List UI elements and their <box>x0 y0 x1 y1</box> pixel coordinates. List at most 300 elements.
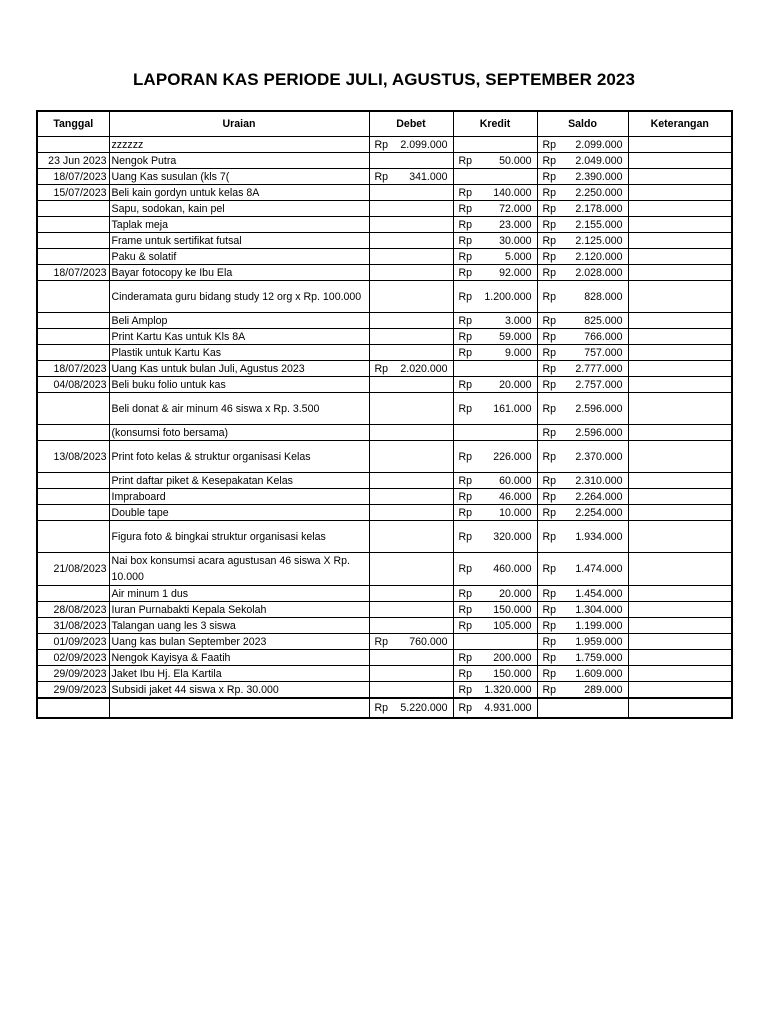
table-row <box>37 393 732 425</box>
table-row <box>37 249 732 265</box>
debit-cell <box>369 666 453 682</box>
date-cell <box>37 489 109 505</box>
notes-cell <box>628 345 732 361</box>
credit-cell <box>453 393 537 425</box>
table-row <box>37 618 732 634</box>
balance-cell-amount: 2.125.000 <box>575 234 623 247</box>
credit-cell-amount: 20.000 <box>499 378 532 391</box>
description-cell: Uang Kas untuk bulan Juli, Agustus 2023 <box>109 361 369 377</box>
balance-cell-amount: 2.757.000 <box>575 378 623 391</box>
credit-cell-amount: 140.000 <box>493 186 532 199</box>
notes-cell <box>628 666 732 682</box>
balance-cell <box>537 345 628 361</box>
notes-cell <box>628 425 732 441</box>
cash-ledger-table <box>36 110 733 719</box>
balance-cell <box>537 602 628 618</box>
date-cell <box>37 249 109 265</box>
balance-cell-amount: 2.777.000 <box>575 362 623 375</box>
description-cell: Nai box konsumsi acara agustusan 46 siswa X Rp. 10.000 <box>109 553 369 586</box>
credit-cell <box>453 618 537 634</box>
credit-cell-amount: 460.000 <box>493 563 532 575</box>
credit-cell-value <box>456 683 535 697</box>
table-row <box>37 473 732 489</box>
description-cell: Beli donat & air minum 46 siswa x Rp. 3.500 <box>109 393 369 425</box>
totals-balance-cell <box>537 698 628 718</box>
balance-cell-amount: 825.000 <box>584 314 623 327</box>
balance-cell-amount: 289.000 <box>584 683 623 696</box>
table-row <box>37 634 732 650</box>
balance-cell <box>537 249 628 265</box>
credit-cell-value <box>456 154 535 168</box>
currency-label: Rp <box>542 314 557 327</box>
description-cell: Jaket Ibu Hj. Ela Kartila <box>109 666 369 682</box>
table-row <box>37 489 732 505</box>
table-row <box>37 441 732 473</box>
debit-cell <box>369 249 453 265</box>
description-cell: Nengok Kayisya & Faatih <box>109 650 369 666</box>
currency-label: Rp <box>458 619 473 632</box>
credit-cell <box>453 377 537 393</box>
description-cell: Uang kas bulan September 2023 <box>109 634 369 650</box>
debit-cell <box>369 602 453 618</box>
debit-cell <box>369 521 453 553</box>
date-cell <box>37 281 109 313</box>
credit-cell <box>453 441 537 473</box>
balance-cell-value <box>540 683 626 697</box>
currency-label: Rp <box>542 563 557 575</box>
currency-label: Rp <box>458 314 473 327</box>
credit-cell-amount: 50.000 <box>499 154 532 167</box>
description-cell: Nengok Putra <box>109 153 369 169</box>
currency-label: Rp <box>458 186 473 199</box>
credit-cell-amount: 150.000 <box>493 667 532 680</box>
credit-cell <box>453 265 537 281</box>
date-cell <box>37 329 109 345</box>
balance-cell-amount: 2.310.000 <box>575 474 623 487</box>
credit-cell-amount: 200.000 <box>493 651 532 664</box>
balance-cell <box>537 634 628 650</box>
credit-cell-amount: 320.000 <box>493 530 532 543</box>
notes-cell <box>628 650 732 666</box>
notes-cell <box>628 153 732 169</box>
currency-label: Rp <box>458 450 473 463</box>
balance-cell <box>537 505 628 521</box>
date-cell <box>37 586 109 602</box>
currency-label: Rp <box>458 202 473 215</box>
credit-cell-amount: 10.000 <box>499 506 532 519</box>
balance-cell <box>537 377 628 393</box>
balance-cell-amount: 2.028.000 <box>575 266 623 279</box>
credit-cell-value <box>456 186 535 200</box>
notes-cell <box>628 137 732 153</box>
balance-cell-value <box>540 250 626 264</box>
table-row <box>37 233 732 249</box>
balance-cell-amount: 1.454.000 <box>575 587 623 600</box>
currency-label: Rp <box>458 330 473 343</box>
balance-cell-amount: 1.474.000 <box>575 563 623 575</box>
table-row <box>37 137 732 153</box>
balance-cell-value <box>540 426 626 440</box>
table-row <box>37 217 732 233</box>
credit-cell-value <box>456 619 535 633</box>
debit-cell <box>369 345 453 361</box>
currency-label: Rp <box>458 683 473 696</box>
debit-cell <box>369 153 453 169</box>
balance-cell-amount: 2.370.000 <box>575 450 623 463</box>
currency-label: Rp <box>458 651 473 664</box>
credit-cell <box>453 169 537 185</box>
credit-cell-amount: 150.000 <box>493 603 532 616</box>
balance-cell-value <box>540 667 626 681</box>
description-cell: Figura foto & bingkai struktur organisasi kelas <box>109 521 369 553</box>
balance-cell <box>537 682 628 699</box>
balance-cell-value <box>540 170 626 184</box>
credit-cell-value <box>456 202 535 216</box>
table-row <box>37 586 732 602</box>
debit-cell <box>369 361 453 377</box>
notes-cell <box>628 313 732 329</box>
debit-cell <box>369 265 453 281</box>
credit-cell-value <box>456 266 535 280</box>
debit-cell <box>369 441 453 473</box>
credit-cell-value <box>456 250 535 264</box>
debit-cell <box>369 201 453 217</box>
balance-cell-value <box>540 154 626 168</box>
totals-description-cell <box>109 698 369 718</box>
balance-cell <box>537 618 628 634</box>
debit-cell <box>369 217 453 233</box>
credit-cell-amount: 30.000 <box>499 234 532 247</box>
credit-cell <box>453 137 537 153</box>
balance-cell-amount: 2.099.000 <box>575 138 623 151</box>
balance-cell <box>537 185 628 201</box>
currency-label: Rp <box>458 667 473 680</box>
date-cell <box>37 201 109 217</box>
credit-cell <box>453 361 537 377</box>
currency-label: Rp <box>542 619 557 632</box>
table-row <box>37 553 732 586</box>
debit-cell <box>369 586 453 602</box>
credit-cell-amount: 226.000 <box>493 450 532 463</box>
currency-label: Rp <box>542 683 557 696</box>
currency-label: Rp <box>542 362 557 375</box>
currency-label: Rp <box>542 266 557 279</box>
debit-cell <box>369 137 453 153</box>
notes-cell <box>628 393 732 425</box>
total-credit-value <box>456 701 535 715</box>
description-cell: Paku & solatif <box>109 249 369 265</box>
description-cell: Impraboard <box>109 489 369 505</box>
date-cell <box>37 137 109 153</box>
balance-cell <box>537 489 628 505</box>
currency-label: Rp <box>542 603 557 616</box>
balance-cell-amount: 2.049.000 <box>575 154 623 167</box>
credit-cell-value <box>456 450 535 464</box>
currency-label: Rp <box>542 474 557 487</box>
currency-label: Rp <box>458 154 473 167</box>
debit-cell <box>369 634 453 650</box>
balance-cell <box>537 329 628 345</box>
notes-cell <box>628 169 732 185</box>
credit-cell-amount: 92.000 <box>499 266 532 279</box>
currency-label: Rp <box>458 490 473 503</box>
balance-cell <box>537 265 628 281</box>
currency-label: Rp <box>458 563 473 575</box>
currency-label: Rp <box>374 702 389 714</box>
currency-label: Rp <box>542 587 557 600</box>
description-cell: zzzzzz <box>109 137 369 153</box>
currency-label: Rp <box>458 587 473 600</box>
header-debit: Debet <box>369 111 453 137</box>
table-row <box>37 682 732 699</box>
totals-notes-cell <box>628 698 732 718</box>
currency-label: Rp <box>374 138 389 151</box>
currency-label: Rp <box>458 402 473 415</box>
balance-cell-value <box>540 651 626 665</box>
credit-cell <box>453 153 537 169</box>
debit-cell <box>369 377 453 393</box>
table-row <box>37 650 732 666</box>
debit-cell <box>369 281 453 313</box>
currency-label: Rp <box>458 378 473 391</box>
notes-cell <box>628 265 732 281</box>
notes-cell <box>628 602 732 618</box>
header-credit: Kredit <box>453 111 537 137</box>
notes-cell <box>628 377 732 393</box>
header-balance: Saldo <box>537 111 628 137</box>
debit-cell <box>369 505 453 521</box>
date-cell: 01/09/2023 <box>37 634 109 650</box>
currency-label: Rp <box>542 170 557 183</box>
header-notes: Keterangan <box>628 111 732 137</box>
credit-cell-value <box>456 314 535 328</box>
currency-label: Rp <box>542 202 557 215</box>
balance-cell-value <box>540 490 626 504</box>
notes-cell <box>628 233 732 249</box>
currency-label: Rp <box>542 290 557 303</box>
balance-cell-amount: 2.264.000 <box>575 490 623 503</box>
credit-cell <box>453 425 537 441</box>
date-cell: 15/07/2023 <box>37 185 109 201</box>
balance-cell <box>537 586 628 602</box>
date-cell <box>37 217 109 233</box>
date-cell: 29/09/2023 <box>37 666 109 682</box>
debit-cell <box>369 185 453 201</box>
date-cell: 23 Jun 2023 <box>37 153 109 169</box>
description-cell: Uang Kas susulan (kls 7( <box>109 169 369 185</box>
credit-cell-value <box>456 587 535 601</box>
balance-cell-value <box>540 635 626 649</box>
balance-cell-value <box>540 378 626 392</box>
balance-cell <box>537 169 628 185</box>
notes-cell <box>628 249 732 265</box>
currency-label: Rp <box>542 450 557 463</box>
currency-label: Rp <box>542 218 557 231</box>
credit-cell <box>453 473 537 489</box>
total-debit-value <box>372 701 451 715</box>
balance-cell-value <box>540 138 626 152</box>
date-cell: 04/08/2023 <box>37 377 109 393</box>
currency-label: Rp <box>542 651 557 664</box>
description-cell: Plastik untuk Kartu Kas <box>109 345 369 361</box>
credit-cell-amount: 9.000 <box>504 346 532 359</box>
balance-cell-value <box>540 290 626 304</box>
date-cell: 28/08/2023 <box>37 602 109 618</box>
currency-label: Rp <box>542 426 557 439</box>
currency-label: Rp <box>374 362 389 375</box>
credit-cell <box>453 329 537 345</box>
description-cell: Beli buku folio untuk kas <box>109 377 369 393</box>
credit-cell-value <box>456 402 535 416</box>
currency-label: Rp <box>542 635 557 648</box>
balance-cell <box>537 281 628 313</box>
date-cell <box>37 505 109 521</box>
date-cell <box>37 313 109 329</box>
description-cell: Talangan uang les 3 siswa <box>109 618 369 634</box>
currency-label: Rp <box>542 234 557 247</box>
balance-cell <box>537 137 628 153</box>
balance-cell-amount: 1.759.000 <box>575 651 623 664</box>
balance-cell-amount: 2.178.000 <box>575 202 623 215</box>
date-cell: 21/08/2023 <box>37 553 109 586</box>
description-cell: Beli Amplop <box>109 313 369 329</box>
currency-label: Rp <box>458 702 473 714</box>
balance-cell-amount: 2.155.000 <box>575 218 623 231</box>
date-cell: 13/08/2023 <box>37 441 109 473</box>
balance-cell-value <box>540 603 626 617</box>
credit-cell-value <box>456 651 535 665</box>
currency-label: Rp <box>542 667 557 680</box>
date-cell <box>37 233 109 249</box>
total-credit <box>453 698 537 718</box>
currency-label: Rp <box>458 250 473 263</box>
totals-row <box>37 698 732 718</box>
currency-label: Rp <box>458 346 473 359</box>
currency-label: Rp <box>458 218 473 231</box>
currency-label: Rp <box>458 234 473 247</box>
balance-cell-value <box>540 346 626 360</box>
balance-cell <box>537 521 628 553</box>
balance-cell <box>537 393 628 425</box>
balance-cell-value <box>540 218 626 232</box>
notes-cell <box>628 505 732 521</box>
table-row <box>37 425 732 441</box>
credit-cell <box>453 249 537 265</box>
credit-cell <box>453 666 537 682</box>
description-cell: Air minum 1 dus <box>109 586 369 602</box>
credit-cell-amount: 46.000 <box>499 490 532 503</box>
currency-label: Rp <box>458 290 473 303</box>
debit-cell <box>369 682 453 699</box>
date-cell: 18/07/2023 <box>37 265 109 281</box>
table-row <box>37 169 732 185</box>
notes-cell <box>628 521 732 553</box>
credit-cell-amount: 20.000 <box>499 587 532 600</box>
balance-cell-amount: 2.596.000 <box>575 426 623 439</box>
debit-cell <box>369 393 453 425</box>
date-cell <box>37 345 109 361</box>
table-row <box>37 281 732 313</box>
description-cell: Cinderamata guru bidang study 12 org x Rp. 100.000 <box>109 281 369 313</box>
balance-cell-amount: 1.199.000 <box>575 619 623 632</box>
balance-cell-amount: 828.000 <box>584 290 623 303</box>
balance-cell-amount: 1.934.000 <box>575 530 623 543</box>
credit-cell-amount: 59.000 <box>499 330 532 343</box>
credit-cell <box>453 217 537 233</box>
balance-cell-amount: 1.609.000 <box>575 667 623 680</box>
description-cell: (konsumsi foto bersama) <box>109 425 369 441</box>
date-cell: 18/07/2023 <box>37 169 109 185</box>
balance-cell-amount: 766.000 <box>584 330 623 343</box>
currency-label: Rp <box>542 250 557 263</box>
debit-cell <box>369 169 453 185</box>
balance-cell <box>537 153 628 169</box>
currency-label: Rp <box>542 530 557 543</box>
credit-cell <box>453 313 537 329</box>
debit-cell <box>369 313 453 329</box>
credit-cell-amount: 161.000 <box>493 402 532 415</box>
notes-cell <box>628 441 732 473</box>
table-row <box>37 345 732 361</box>
date-cell: 29/09/2023 <box>37 682 109 699</box>
table-row <box>37 201 732 217</box>
balance-cell-value <box>540 234 626 248</box>
notes-cell <box>628 553 732 586</box>
table-row <box>37 265 732 281</box>
credit-cell-value <box>456 562 535 576</box>
date-cell <box>37 521 109 553</box>
credit-cell-value <box>456 474 535 488</box>
table-row <box>37 505 732 521</box>
notes-cell <box>628 329 732 345</box>
currency-label: Rp <box>542 154 557 167</box>
balance-cell <box>537 553 628 586</box>
balance-cell-amount: 1.959.000 <box>575 635 623 648</box>
description-cell: Double tape <box>109 505 369 521</box>
debit-cell <box>369 650 453 666</box>
credit-cell-amount: 105.000 <box>493 619 532 632</box>
balance-cell-amount: 757.000 <box>584 346 623 359</box>
header-row <box>37 111 732 137</box>
notes-cell <box>628 586 732 602</box>
credit-cell <box>453 634 537 650</box>
notes-cell <box>628 618 732 634</box>
description-cell: Print daftar piket & Kesepakatan Kelas <box>109 473 369 489</box>
currency-label: Rp <box>542 490 557 503</box>
table-row <box>37 666 732 682</box>
credit-cell <box>453 553 537 586</box>
description-cell: Sapu, sodokan, kain pel <box>109 201 369 217</box>
balance-cell <box>537 201 628 217</box>
credit-cell-value <box>456 506 535 520</box>
balance-cell-value <box>540 506 626 520</box>
notes-cell <box>628 682 732 699</box>
table-row <box>37 313 732 329</box>
notes-cell <box>628 634 732 650</box>
credit-cell-value <box>456 346 535 360</box>
credit-cell <box>453 682 537 699</box>
credit-cell <box>453 281 537 313</box>
balance-cell-value <box>540 202 626 216</box>
notes-cell <box>628 489 732 505</box>
balance-cell <box>537 233 628 249</box>
balance-cell-amount: 2.250.000 <box>575 186 623 199</box>
balance-cell-value <box>540 266 626 280</box>
date-cell: 31/08/2023 <box>37 618 109 634</box>
notes-cell <box>628 201 732 217</box>
credit-cell-amount: 3.000 <box>504 314 532 327</box>
balance-cell <box>537 313 628 329</box>
